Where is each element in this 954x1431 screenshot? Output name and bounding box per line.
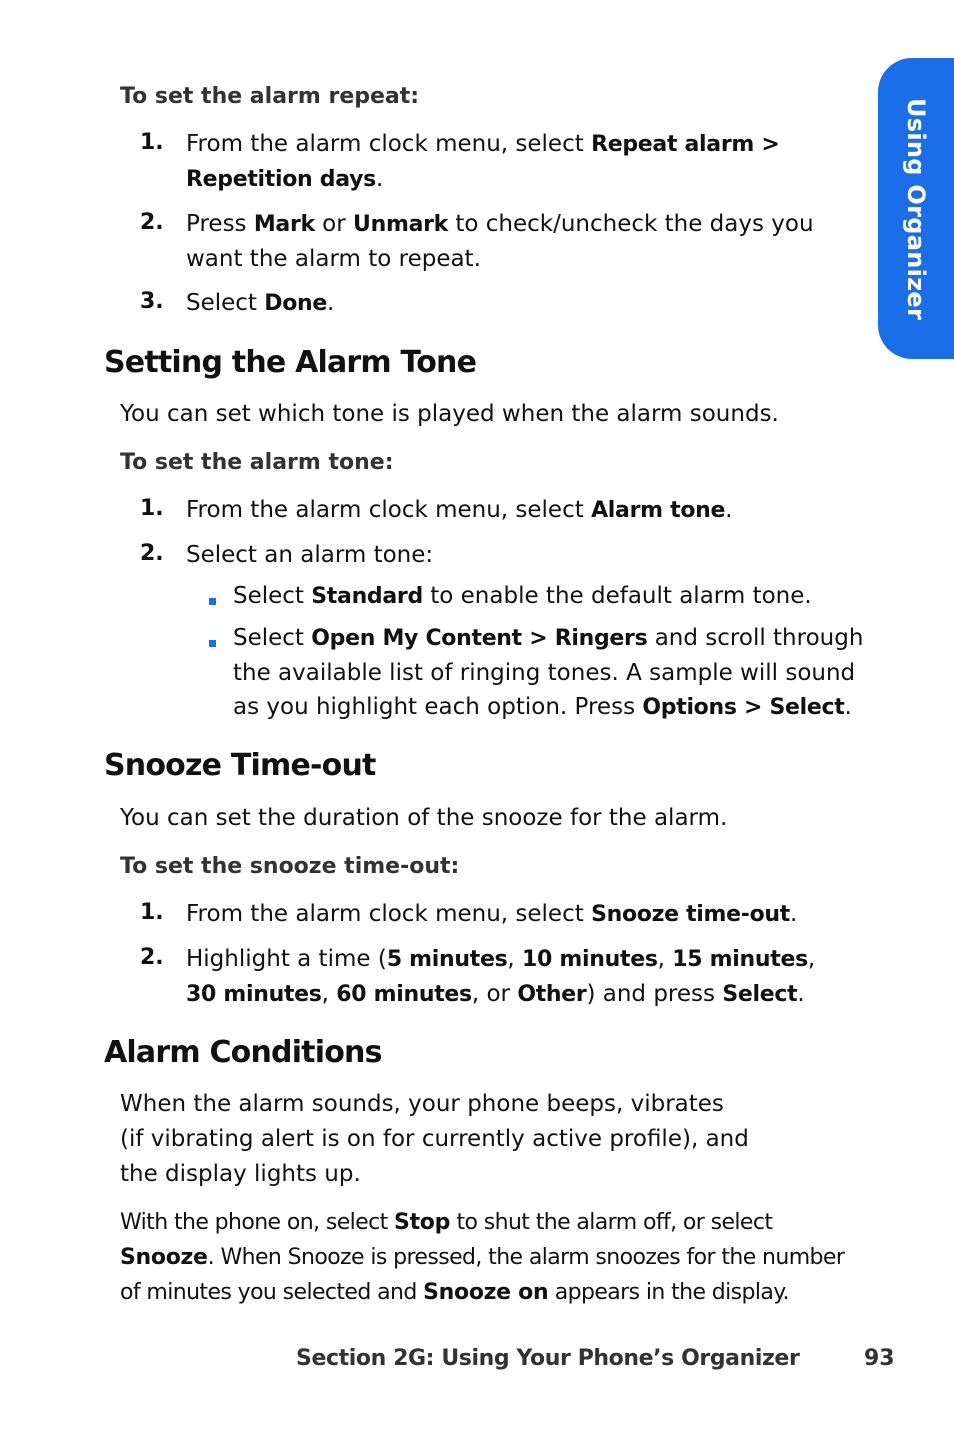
step-number: 3. — [140, 289, 164, 314]
bullet-icon — [209, 640, 216, 647]
step-text: Press Mark or Unmark to check/uncheck the days you want the alarm to repeat. — [186, 211, 814, 272]
section-tab-label: Using Organizer — [902, 98, 930, 321]
procedure-heading-repeat: To set the alarm repeat: — [120, 84, 420, 109]
page-number: 93 — [864, 1346, 895, 1371]
conditions-paragraph: With the phone on, select Stop to shut the alarm off, or select Snooze. When Snooze is pressed, the alarm snoozes for the number of minutes you selected and Snooze on appears in the display. — [120, 1210, 845, 1305]
step-text: Highlight a time (5 minutes, 10 minutes, 15 minutes, 30 minutes, 60 minutes, or Other) and press Select. — [186, 946, 816, 1007]
bullet-text: Select Standard to enable the default alarm tone. — [233, 583, 812, 609]
footer-section: Section 2G: Using Your Phone’s Organizer — [296, 1346, 800, 1371]
section-heading-alarm-tone: Setting the Alarm Tone — [104, 345, 477, 380]
step-number: 1. — [140, 496, 164, 521]
step-text: Select an alarm tone: — [186, 542, 434, 568]
step-number: 1. — [140, 900, 164, 925]
procedure-heading-tone: To set the alarm tone: — [120, 450, 394, 475]
intro-text: You can set the duration of the snooze for the alarm. — [120, 805, 728, 831]
step-number: 1. — [140, 130, 164, 155]
step-text: Select Done. — [186, 290, 335, 316]
step-number: 2. — [140, 541, 164, 566]
step-text: From the alarm clock menu, select Alarm tone. — [186, 497, 733, 523]
section-heading-conditions: Alarm Conditions — [104, 1035, 382, 1070]
step-number: 2. — [140, 945, 164, 970]
intro-text: You can set which tone is played when the alarm sounds. — [120, 401, 779, 427]
step-text: From the alarm clock menu, select Repeat alarm > Repetition days. — [186, 131, 780, 192]
procedure-heading-snooze: To set the snooze time-out: — [120, 854, 460, 879]
conditions-paragraph: When the alarm sounds, your phone beeps, vibrates (if vibrating alert is on for currently active profile), and the display lights up. — [120, 1091, 749, 1187]
section-heading-snooze: Snooze Time-out — [104, 748, 376, 783]
step-number: 2. — [140, 210, 164, 235]
bullet-text: Select Open My Content > Ringers and scroll through the available list of ringing tones. A sample will sound as you highlight each option. Press Options > Select. — [233, 625, 864, 720]
bullet-icon — [209, 598, 216, 605]
step-text: From the alarm clock menu, select Snooze time-out. — [186, 901, 798, 927]
